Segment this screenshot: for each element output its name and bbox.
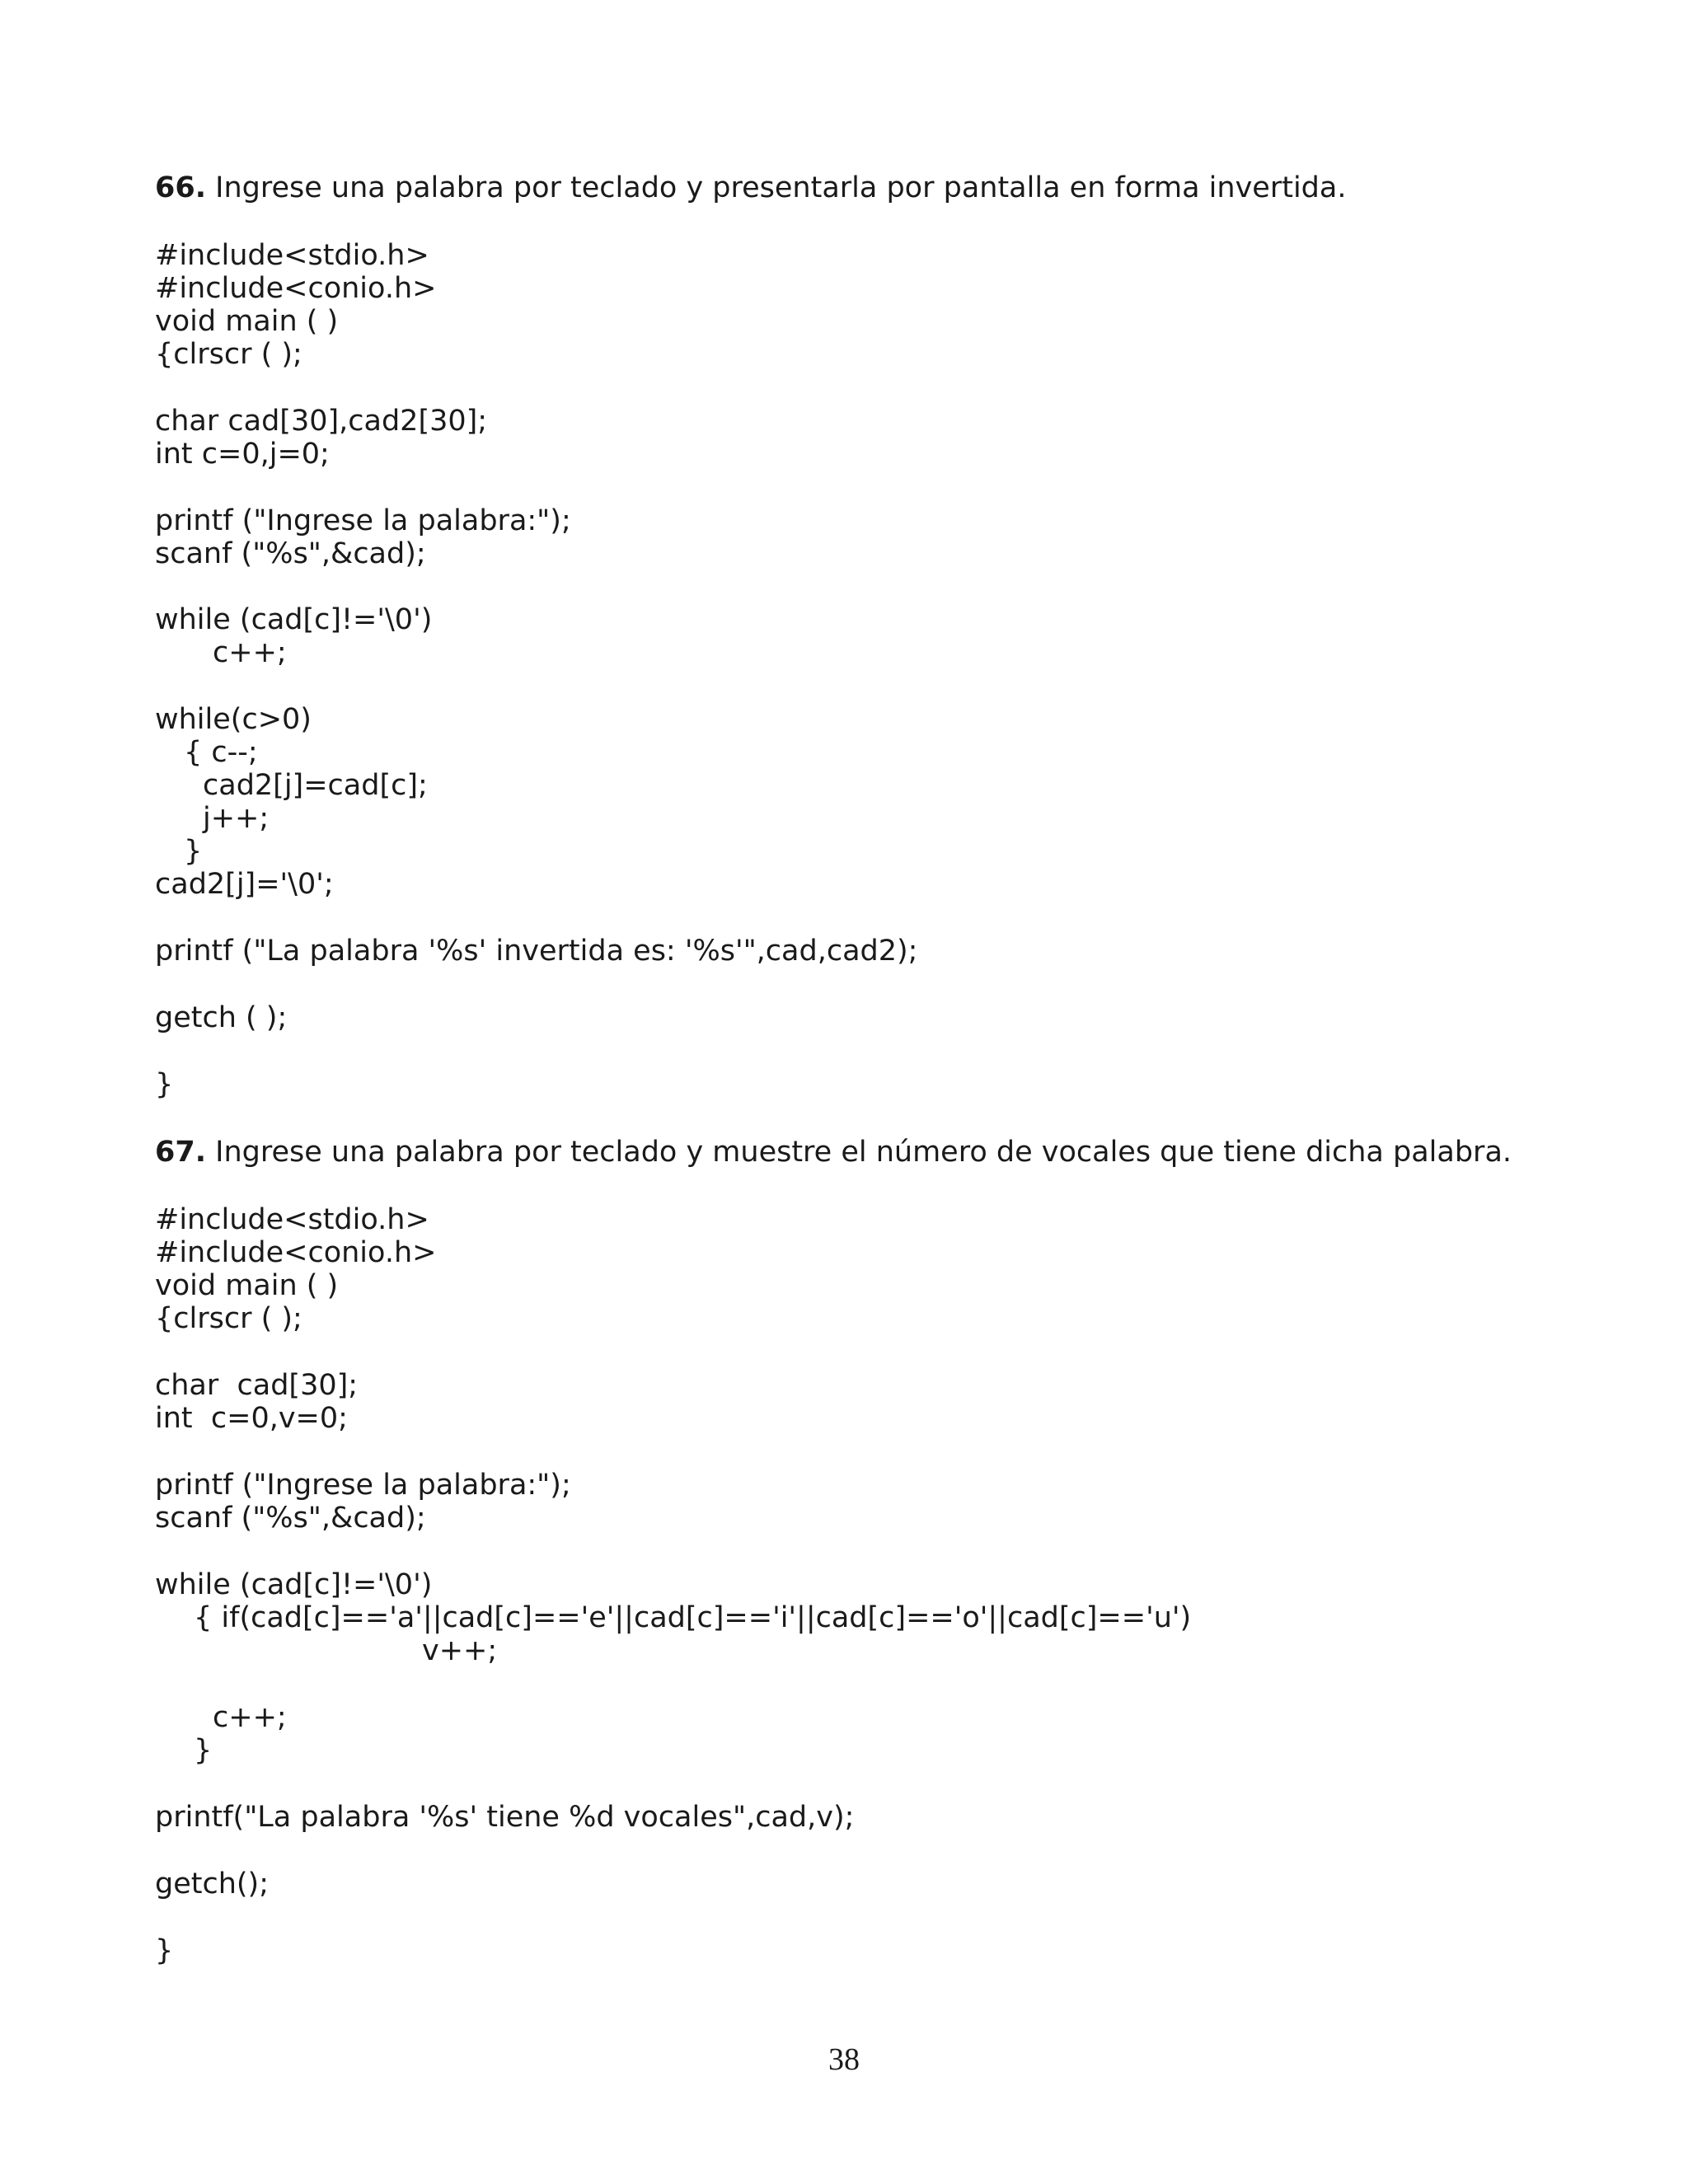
code-line: getch ( );	[155, 1001, 288, 1034]
code-line: #include<conio.h>	[155, 272, 437, 305]
exercise-66-number: 66.	[155, 171, 207, 204]
code-line: printf ("Ingrese la palabra:");	[155, 1469, 571, 1502]
code-line: c++;	[213, 636, 287, 669]
exercise-66-statement: Ingrese una palabra por teclado y presentarla por pantalla en forma invertida.	[215, 171, 1347, 204]
exercise-67-number: 67.	[155, 1136, 207, 1169]
code-line: int c=0,j=0;	[155, 438, 330, 471]
code-line: printf("La palabra '%s' tiene %d vocales",cad,v);	[155, 1801, 855, 1834]
code-line: #include<stdio.h>	[155, 1203, 429, 1236]
code-line: scanf ("%s",&cad);	[155, 537, 426, 570]
code-line: while (cad[c]!='\0')	[155, 1568, 433, 1601]
code-line: #include<stdio.h>	[155, 239, 429, 272]
code-line: getch();	[155, 1868, 270, 1900]
code-line: while(c>0)	[155, 703, 312, 736]
code-line: #include<conio.h>	[155, 1236, 437, 1269]
code-line: cad2[j]=cad[c];	[203, 769, 428, 802]
code-line: j++;	[203, 802, 270, 835]
code-line: char cad[30],cad2[30];	[155, 405, 488, 438]
page-number: 38	[828, 2042, 860, 2077]
code-line: while (cad[c]!='\0')	[155, 603, 433, 636]
code-line: int c=0,v=0;	[155, 1402, 348, 1435]
code-line: printf ("Ingrese la palabra:");	[155, 504, 571, 537]
code-line: void main ( )	[155, 305, 339, 338]
code-line: v++;	[422, 1634, 498, 1667]
code-line: }	[194, 1734, 213, 1767]
code-line: char cad[30];	[155, 1369, 359, 1402]
code-line: }	[155, 1068, 174, 1101]
exercise-66-heading	[155, 171, 1346, 204]
code-line: {clrscr ( );	[155, 338, 302, 371]
code-line: printf ("La palabra '%s' invertida es: '%s'",cad,cad2);	[155, 935, 918, 968]
code-line: { c--;	[184, 736, 258, 769]
code-line: }	[184, 835, 203, 868]
code-line: scanf ("%s",&cad);	[155, 1502, 426, 1535]
exercise-67-statement: Ingrese una palabra por teclado y muestre el número de vocales que tiene dicha palabra.	[215, 1136, 1512, 1169]
code-line: { if(cad[c]=='a'||cad[c]=='e'||cad[c]=='i'||cad[c]=='o'||cad[c]=='u')	[194, 1601, 1192, 1634]
exercise-67-heading	[155, 1136, 1512, 1169]
code-line: cad2[j]='\0';	[155, 868, 334, 901]
code-line: void main ( )	[155, 1269, 339, 1302]
code-line: c++;	[213, 1701, 287, 1734]
code-line: }	[155, 1934, 174, 1967]
code-line: {clrscr ( );	[155, 1302, 302, 1335]
